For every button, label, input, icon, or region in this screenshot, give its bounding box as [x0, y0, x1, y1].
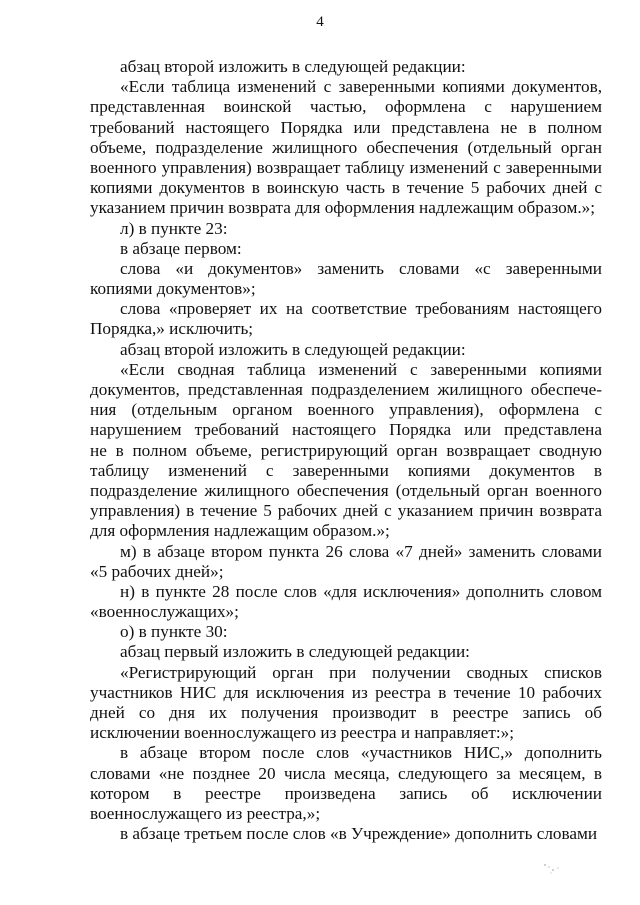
text-line: дней со дня их получения производит в реестре запись об: [90, 703, 602, 722]
text-line: м) в абзаце втором пункта 26 слова «7 дней» заменить словами: [120, 541, 602, 561]
text-line: объеме, подразделение жилищного обеспечения (отдельный орган: [90, 137, 602, 157]
text-line: слова «проверяет их на соответствие требованиям настоящего: [120, 299, 602, 319]
text-line: военнослужащего из реестра,»;: [90, 803, 321, 823]
text-line: не в полном объеме, регистрирующий орган возвращает сводную: [90, 440, 602, 460]
text-line: слова «и документов» заменить словами «с заверенными: [120, 258, 602, 278]
text-line: словами «не позднее 20 числа месяца, следующего за месяцем, в: [90, 763, 602, 783]
text-line: военного управления) возвращает таблицу изменений с заверенными: [90, 157, 602, 177]
text-line: документов, представленная подразделением жилищного обеспече-: [90, 380, 602, 399]
text-line: нарушением требований настоящего Порядка или представлена: [90, 420, 602, 440]
text-line: л) в пункте 23:: [120, 218, 228, 238]
text-line: «Если таблица изменений с заверенными копиями документов,: [120, 77, 602, 97]
scan-artifact-marks: [542, 861, 562, 875]
text-line: котором в реестре произведена запись об исключении: [90, 783, 602, 803]
text-line: копиями документов»;: [90, 279, 256, 299]
text-line: в абзаце третьем после слов «в Учреждение» дополнить словами: [120, 824, 598, 844]
text-line: Порядка,» исключить;: [90, 319, 254, 339]
text-line: для оформления надлежащим образом.»;: [90, 521, 390, 541]
text-line: «военнослужащих»;: [90, 602, 239, 622]
text-line: «Регистрирующий орган при получении сводных списков: [120, 662, 602, 682]
text-line: таблицу изменений с заверенными копиями документов в: [90, 460, 602, 480]
text-line: требований настоящего Порядка или представлена не в полном: [90, 117, 602, 137]
text-line: указанием причин возврата для оформления надлежащим образом.»;: [90, 198, 595, 218]
text-line: абзац второй изложить в следующей редакции:: [120, 57, 466, 76]
text-line: ния (отдельным органом военного управления), оформлена с: [90, 400, 602, 420]
text-line: в абзаце первом:: [120, 238, 242, 258]
page-number: 4: [316, 14, 324, 30]
text-line: о) в пункте 30:: [120, 622, 228, 642]
text-line: подразделение жилищного обеспечения (отдельный орган военного: [90, 480, 602, 500]
text-line: «Если сводная таблица изменений с заверенными копиями: [120, 359, 602, 379]
document-body: [90, 57, 602, 844]
text-line: н) в пункте 28 после слов «для исключения» дополнить словом: [120, 581, 602, 601]
text-line: абзац второй изложить в следующей редакции:: [120, 339, 466, 359]
text-line: в абзаце втором после слов «участников НИС,» дополнить: [120, 743, 602, 763]
text-line: «5 рабочих дней»;: [90, 561, 224, 581]
text-line: участников НИС для исключения из реестра в течение 10 рабочих: [90, 682, 602, 702]
text-line: копиями документов в воинскую часть в течение 5 рабочих дней с: [90, 178, 602, 198]
text-line: абзац первый изложить в следующей редакции:: [120, 642, 470, 662]
text-line: управления) в течение 5 рабочих дней с указанием причин возврата: [90, 501, 602, 521]
text-line: представленная воинской частью, оформлена с нарушением: [90, 97, 602, 117]
text-line: исключении военнослужащего из реестра и направляет:»;: [90, 723, 515, 743]
